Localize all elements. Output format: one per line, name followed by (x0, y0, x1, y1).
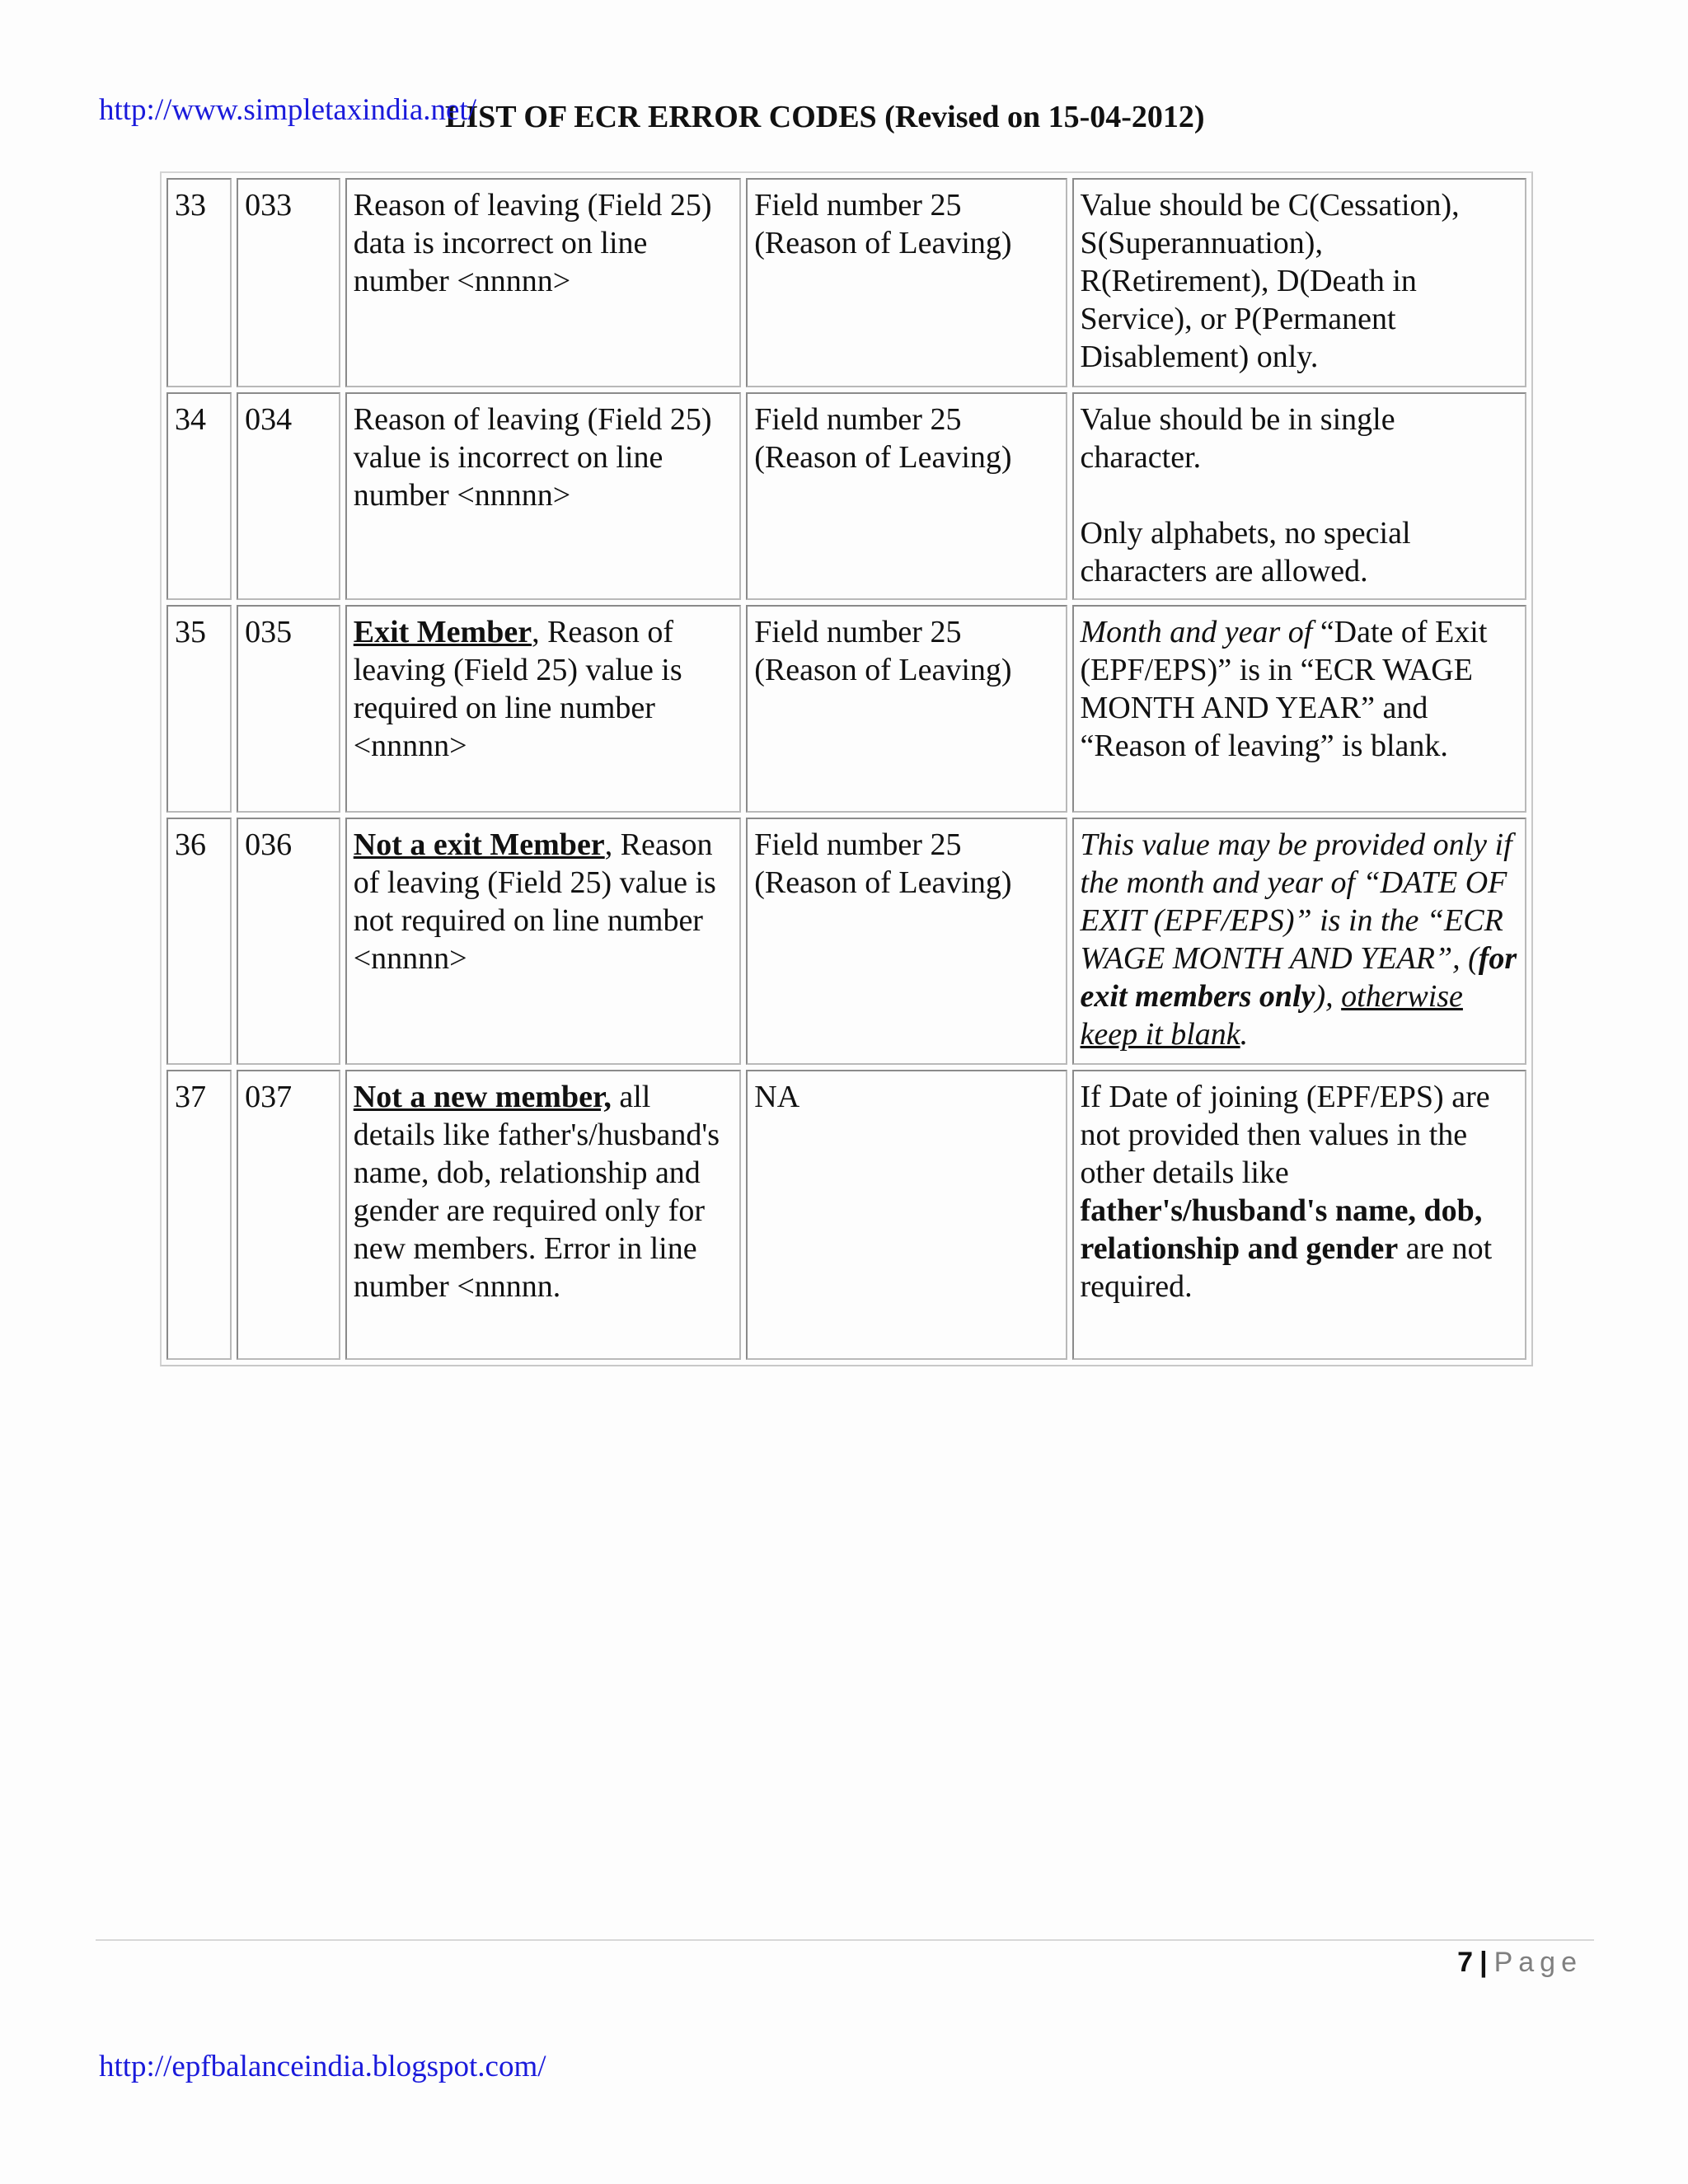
remark-cell: Value should be C(Cessation), S(Superannuation), R(Retirement), D(Death in Service), or P(Permanent Disablement) only. (1072, 178, 1526, 387)
table-row (166, 605, 1526, 813)
remark-text: are not required. (1080, 1231, 1493, 1304)
error-codes-table (160, 171, 1533, 1366)
remark-paragraph: Value should be in single character. (1080, 402, 1395, 475)
remark-italic: This value may be provided only if the month and year of “DATE OF EXIT (EPF/EPS)” is in the “ECR WAGE MONTH AND YEAR”, ( (1080, 827, 1512, 976)
footer-link[interactable]: http://epfbalanceindia.blogspot.com/ (99, 2050, 546, 2083)
serial-number-cell: 36 (166, 818, 232, 1065)
remark-end: . (1240, 1017, 1249, 1052)
page-number-separator: | (1479, 1947, 1488, 1978)
description-text: , Reason of leaving (Field 25) value is not required on line number <nnnnn> (353, 827, 716, 976)
table-row (166, 818, 1526, 1065)
serial-number-cell: 33 (166, 178, 232, 387)
remark-cell (1072, 605, 1526, 813)
remark-paragraph: Only alphabets, no special characters are allowed. (1080, 516, 1411, 588)
serial-number-cell: 34 (166, 392, 232, 600)
description-emphasis: Not a new member, (353, 1080, 612, 1114)
page-number (1457, 1947, 1582, 1979)
table-row (166, 392, 1526, 600)
serial-number-cell: 35 (166, 605, 232, 813)
field-cell: NA (746, 1070, 1067, 1360)
remark-cell (1072, 392, 1526, 600)
error-description-cell (345, 818, 742, 1065)
page-title: LIST OF ECR ERROR CODES (Revised on 15-04-2012) (445, 100, 1205, 134)
error-code-cell: 033 (237, 178, 340, 387)
error-description-cell (345, 1070, 742, 1360)
table-row (166, 1070, 1526, 1360)
error-code-cell: 035 (237, 605, 340, 813)
error-description-cell: Reason of leaving (Field 25) value is incorrect on line number <nnnnn> (345, 392, 742, 600)
remark-text: “Date of Exit (EPF/EPS)” is in “ECR WAGE MONTH AND YEAR” and “Reason of leaving” is blank. (1080, 615, 1488, 763)
error-description-cell: Reason of leaving (Field 25) data is incorrect on line number <nnnnn> (345, 178, 742, 387)
header-link[interactable]: http://www.simpletaxindia.net/ (99, 93, 476, 127)
remark-italic: ), (1315, 979, 1342, 1014)
remark-cell (1072, 818, 1526, 1065)
remark-italic: Month and year of (1080, 615, 1320, 649)
error-description-cell (345, 605, 742, 813)
page-word: Page (1493, 1947, 1582, 1978)
table-row (166, 178, 1526, 387)
remark-underline: otherwise keep it blank (1080, 979, 1463, 1052)
field-cell: Field number 25 (Reason of Leaving) (746, 818, 1067, 1065)
description-text: all details like father's/husband's name, dob, relationship and gender are required only for new members. Error in line number <nnnnn. (353, 1080, 720, 1304)
description-emphasis: Exit Member (353, 615, 532, 649)
field-cell: Field number 25 (Reason of Leaving) (746, 178, 1067, 387)
remark-cell (1072, 1070, 1526, 1360)
footer-divider (96, 1939, 1594, 1941)
description-text: , Reason of leaving (Field 25) value is required on line number <nnnnn> (353, 615, 682, 763)
serial-number-cell: 37 (166, 1070, 232, 1360)
remark-bold: for exit members only (1080, 941, 1517, 1014)
description-emphasis: Not a exit Member (353, 827, 605, 862)
page-number-value: 7 (1457, 1947, 1474, 1978)
remark-bold: father's/husband's name, dob, relationship and gender (1080, 1193, 1483, 1266)
error-code-cell: 036 (237, 818, 340, 1065)
field-cell: Field number 25 (Reason of Leaving) (746, 605, 1067, 813)
error-code-cell: 034 (237, 392, 340, 600)
field-cell: Field number 25 (Reason of Leaving) (746, 392, 1067, 600)
error-code-cell: 037 (237, 1070, 340, 1360)
remark-text: If Date of joining (EPF/EPS) are not provided then values in the other details like (1080, 1080, 1490, 1190)
